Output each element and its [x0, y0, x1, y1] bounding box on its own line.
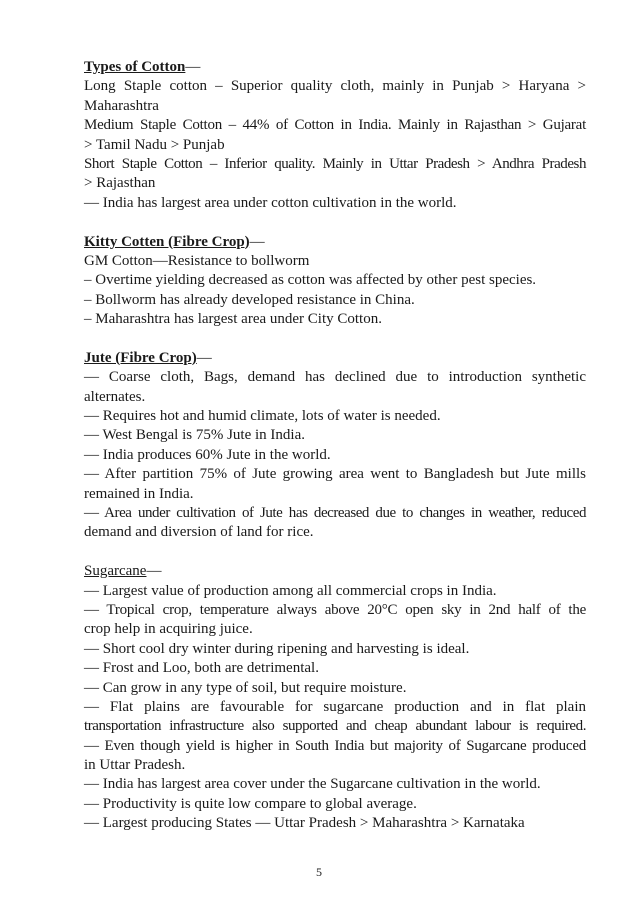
section-jute	[84, 349, 586, 543]
section-heading-line	[84, 233, 586, 252]
section-heading-line	[84, 349, 586, 368]
text-line: Short Staple Cotton – Inferior quality. Mainly in Uttar Pradesh > Andhra Pradesh	[84, 155, 586, 172]
text-line: — Largest producing States — Uttar Pradesh > Maharashtra > Karnataka	[84, 815, 525, 832]
section-types-of-cotton	[84, 58, 586, 213]
text-line: – Overtime yielding decreased as cotton was affected by other pest species.	[84, 272, 537, 289]
section-sugarcane	[84, 562, 586, 833]
text-line: — Flat plains are favourable for sugarcane production and in flat plain	[84, 698, 586, 715]
text-line: – Bollworm has already developed resistance in China.	[84, 291, 415, 308]
text-line: — Productivity is quite low compare to global average.	[84, 795, 417, 812]
section-kitty-cotten	[84, 233, 586, 330]
text-line: Medium Staple Cotton – 44% of Cotton in India. Mainly in Rajasthan > Gujarat	[84, 117, 586, 134]
page-number: 5	[316, 865, 322, 879]
section-heading: Types of Cotton	[84, 59, 186, 75]
text-line: > Tamil Nadu > Punjab	[84, 136, 225, 153]
text-line: in Uttar Pradesh.	[84, 757, 186, 774]
section-heading-line	[84, 562, 586, 581]
section-heading: Kitty Cotten (Fibre Crop)	[84, 233, 250, 250]
text-line: transportation infrastructure also supported and cheap abundant labour is required.	[84, 718, 586, 735]
page-content	[84, 58, 586, 834]
section-heading: Jute (Fibre Crop)	[84, 349, 197, 366]
text-line: — India has largest area cover under the Sugarcane cultivation in the world.	[84, 776, 541, 793]
text-line: — After partition 75% of Jute growing area went to Bangladesh but Jute mills	[84, 466, 586, 483]
text-line: GM Cotton—Resistance to bollworm	[84, 252, 310, 269]
text-line: — Tropical crop, temperature always above 20°C open sky in 2nd half of the	[84, 601, 586, 618]
text-line: — Short cool dry winter during ripening and harvesting is ideal.	[84, 640, 470, 657]
text-line: — India has largest area under cotton cultivation in the world.	[84, 194, 457, 211]
text-line: — Coarse cloth, Bags, demand has declined due to introduction synthetic	[84, 369, 586, 386]
heading-dash: —	[146, 563, 162, 580]
text-line: Long Staple cotton – Superior quality cloth, mainly in Punjab > Haryana >	[84, 78, 586, 95]
text-line: remained in India.	[84, 485, 194, 502]
text-line: — Frost and Loo, both are detrimental.	[84, 660, 319, 677]
section-heading-line	[84, 58, 586, 77]
text-line: — Largest value of production among all commercial crops in India.	[84, 582, 497, 599]
heading-dash: —	[249, 233, 265, 250]
text-line: — Requires hot and humid climate, lots of water is needed.	[84, 408, 441, 425]
text-line: — Even though yield is higher in South India but majority of Sugarcane produced	[84, 737, 586, 754]
text-line: alternates.	[84, 388, 146, 405]
text-line: crop help in acquiring juice.	[84, 621, 253, 638]
text-line: — Can grow in any type of soil, but require moisture.	[84, 679, 407, 696]
text-line: Maharashtra	[84, 97, 159, 114]
text-line: > Rajasthan	[84, 175, 156, 192]
text-line: – Maharashtra has largest area under City Cotton.	[84, 311, 382, 328]
text-line: — India produces 60% Jute in the world.	[84, 446, 331, 463]
text-line: demand and diversion of land for rice.	[84, 524, 314, 541]
section-heading: Sugarcane	[84, 563, 147, 580]
heading-dash: —	[196, 349, 212, 366]
text-line: — West Bengal is 75% Jute in India.	[84, 427, 305, 444]
text-line: — Area under cultivation of Jute has decreased due to changes in weather, reduced	[84, 504, 586, 521]
heading-dash: —	[185, 59, 201, 75]
